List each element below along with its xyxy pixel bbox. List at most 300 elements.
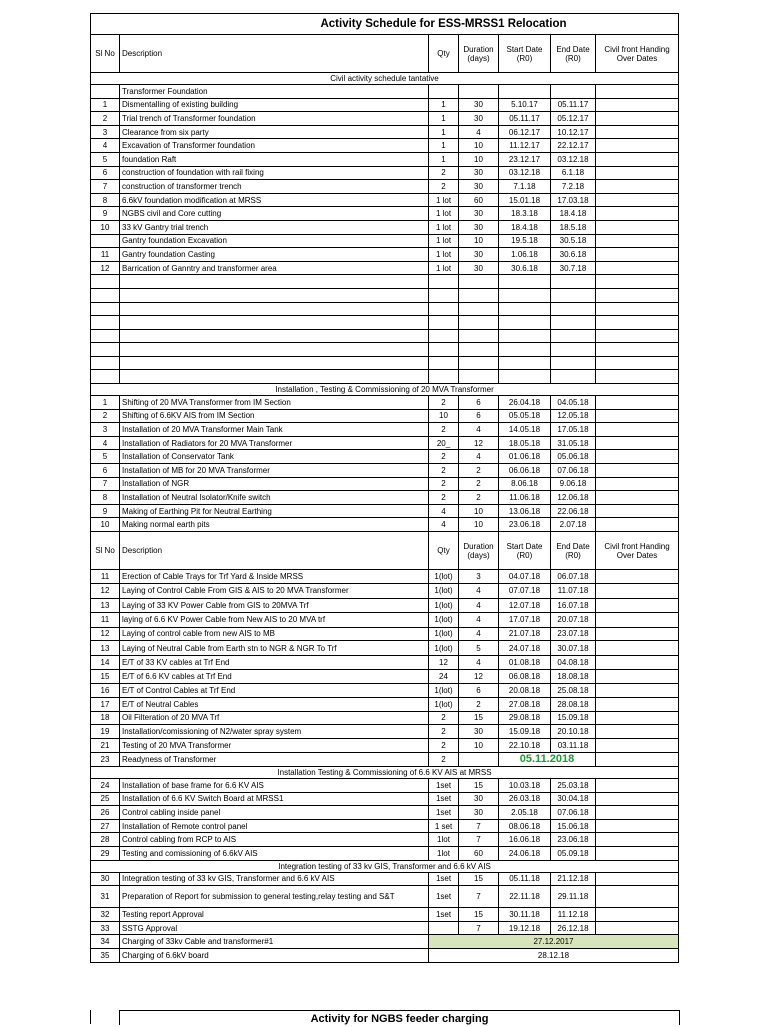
description-cell: Transformer Foundation <box>120 85 429 99</box>
duration-cell: 15 <box>459 908 499 922</box>
section-row <box>91 384 679 396</box>
start-date-cell: 18.4.18 <box>499 220 551 234</box>
table-row <box>91 886 679 908</box>
qty-cell: 1 <box>429 139 459 153</box>
description-cell: Charging of 33kv Cable and transformer#1 <box>120 935 429 949</box>
empty-cell <box>429 302 459 316</box>
start-date-cell: 23.06.18 <box>499 518 551 532</box>
charging-row <box>91 935 679 949</box>
column-header: Civil front Handing Over Dates <box>596 35 679 73</box>
description-cell: Installation of NGR <box>120 477 429 491</box>
table-row <box>91 656 679 670</box>
duration-cell: 10 <box>459 504 499 518</box>
end-date-cell: 05.09.18 <box>551 846 596 860</box>
duration-cell: 2 <box>459 491 499 505</box>
qty-cell: 1(lot) <box>429 627 459 641</box>
start-date-cell: 18.3.18 <box>499 207 551 221</box>
description-cell: Installation of 20 MVA Transformer Main Tank <box>120 423 429 437</box>
qty-cell: 1 lot <box>429 220 459 234</box>
description-cell: Testing and comissioning of 6.6kV AIS <box>120 846 429 860</box>
sl-no-cell: 8 <box>91 193 120 207</box>
qty-cell: 2 <box>429 491 459 505</box>
charging-row <box>91 948 679 962</box>
handover-date-cell <box>596 846 679 860</box>
qty-cell: 1 lot <box>429 234 459 248</box>
end-date-cell: 11.07.18 <box>551 583 596 598</box>
handover-date-cell <box>596 656 679 670</box>
qty-cell: 1(lot) <box>429 641 459 656</box>
duration-cell: 10 <box>459 139 499 153</box>
charging-date: 28.12.18 <box>429 948 679 962</box>
start-date-cell: 20.08.18 <box>499 683 551 697</box>
table-row <box>91 180 679 194</box>
duration-cell: 7 <box>459 886 499 908</box>
qty-cell <box>429 85 459 99</box>
table-row <box>91 450 679 464</box>
empty-cell <box>429 316 459 330</box>
qty-cell: 24 <box>429 670 459 684</box>
empty-cell <box>91 343 120 357</box>
duration-cell: 10 <box>459 739 499 753</box>
duration-cell: 10 <box>459 518 499 532</box>
start-date-cell: 23.12.17 <box>499 152 551 166</box>
end-date-cell: 25.03.18 <box>551 778 596 792</box>
qty-cell: 1set <box>429 908 459 922</box>
sl-no-cell: 33 <box>91 921 120 935</box>
end-date-cell: 15.06.18 <box>551 819 596 833</box>
description-cell: Installation of base frame for 6.6 KV AIS <box>120 778 429 792</box>
start-date-cell: 21.07.18 <box>499 627 551 641</box>
start-date-cell: 26.04.18 <box>499 396 551 410</box>
description-cell: Installation of Radiators for 20 MVA Transformer <box>120 436 429 450</box>
end-date-cell: 20.10.18 <box>551 725 596 739</box>
table-row <box>91 683 679 697</box>
sl-no-cell: 3 <box>91 125 120 139</box>
qty-cell: 4 <box>429 504 459 518</box>
empty-row <box>91 329 679 343</box>
table-row <box>91 908 679 922</box>
empty-cell <box>459 288 499 302</box>
handover-date-cell <box>596 778 679 792</box>
end-date-cell: 05.06.18 <box>551 450 596 464</box>
end-date-cell: 22.06.18 <box>551 504 596 518</box>
handover-date-cell <box>596 570 679 584</box>
empty-row <box>91 356 679 370</box>
duration-cell: 2 <box>459 477 499 491</box>
empty-cell <box>459 302 499 316</box>
sl-no-cell: 29 <box>91 846 120 860</box>
sl-no-cell: 6 <box>91 464 120 478</box>
empty-cell <box>459 370 499 384</box>
description-cell: Charging of 6.6kV board <box>120 948 429 962</box>
sl-no-cell: 14 <box>91 656 120 670</box>
end-date-cell: 18.5.18 <box>551 220 596 234</box>
empty-cell <box>499 329 551 343</box>
table-row <box>91 491 679 505</box>
sl-no-cell: 9 <box>91 207 120 221</box>
start-date-cell: 27.08.18 <box>499 697 551 711</box>
handover-date-cell <box>596 641 679 656</box>
section-ais: Installation Testing & Commissioning of 6.6 KV AIS at MRSS <box>91 766 679 778</box>
sl-no-cell: 13 <box>91 598 120 612</box>
table-row <box>91 504 679 518</box>
duration-cell: 15 <box>459 711 499 725</box>
end-date-cell: 23.06.18 <box>551 833 596 847</box>
qty-cell: 1 <box>429 152 459 166</box>
empty-row <box>91 302 679 316</box>
empty-cell <box>596 302 679 316</box>
empty-cell <box>551 302 596 316</box>
duration-cell: 30 <box>459 220 499 234</box>
start-date-cell: 8.06.18 <box>499 477 551 491</box>
description-cell: construction of transformer trench <box>120 180 429 194</box>
start-date-cell: 04.07.18 <box>499 570 551 584</box>
end-date-cell: 20.07.18 <box>551 612 596 627</box>
table-row <box>91 396 679 410</box>
end-date-cell: 07.06.18 <box>551 806 596 820</box>
sl-no-cell: 25 <box>91 792 120 806</box>
table-row <box>91 152 679 166</box>
sl-no-cell: 8 <box>91 491 120 505</box>
qty-cell: 1 lot <box>429 193 459 207</box>
table-row <box>91 423 679 437</box>
start-date-cell: 16.06.18 <box>499 833 551 847</box>
table-row <box>91 409 679 423</box>
qty-cell: 2 <box>429 450 459 464</box>
sl-no-cell: 18 <box>91 711 120 725</box>
description-cell: Installation of 6.6 KV Switch Board at MRSS1 <box>120 792 429 806</box>
table-row <box>91 234 679 248</box>
empty-cell <box>551 343 596 357</box>
empty-cell <box>429 288 459 302</box>
end-date-cell: 17.05.18 <box>551 423 596 437</box>
end-date-cell: 12.06.18 <box>551 491 596 505</box>
handover-date-cell <box>596 711 679 725</box>
column-header: Duration (days) <box>459 532 499 570</box>
handover-date-cell <box>596 819 679 833</box>
empty-cell <box>499 275 551 289</box>
sl-no-cell: 4 <box>91 436 120 450</box>
empty-cell <box>120 356 429 370</box>
end-date-cell: 30.6.18 <box>551 248 596 262</box>
duration-cell: 7 <box>459 921 499 935</box>
empty-cell <box>429 370 459 384</box>
table-row <box>91 248 679 262</box>
duration-cell: 4 <box>459 612 499 627</box>
end-date-cell: 16.07.18 <box>551 598 596 612</box>
table-row <box>91 792 679 806</box>
handover-date-cell <box>596 921 679 935</box>
description-cell: NGBS civil and Core cutting <box>120 207 429 221</box>
sl-no-cell: 7 <box>91 180 120 194</box>
handover-date-cell <box>596 739 679 753</box>
description-cell: Shifting of 20 MVA Transformer from IM Section <box>120 396 429 410</box>
qty-cell: 2 <box>429 739 459 753</box>
handover-date-cell <box>596 207 679 221</box>
end-date-cell: 06.07.18 <box>551 570 596 584</box>
empty-cell <box>499 343 551 357</box>
duration-cell: 4 <box>459 423 499 437</box>
table-row <box>91 670 679 684</box>
handover-date-cell <box>596 98 679 112</box>
duration-cell: 30 <box>459 207 499 221</box>
duration-cell: 15 <box>459 778 499 792</box>
column-header: Qty <box>429 532 459 570</box>
end-date-cell: 15.09.18 <box>551 711 596 725</box>
handover-date-cell <box>596 180 679 194</box>
readyness-row <box>91 752 679 766</box>
empty-cell <box>429 275 459 289</box>
start-date-cell: 26.03.18 <box>499 792 551 806</box>
description-cell: Erection of Cable Trays for Trf Yard & Inside MRSS <box>120 570 429 584</box>
section-row <box>91 860 679 872</box>
duration-cell: 12 <box>459 436 499 450</box>
handover-date-cell <box>596 248 679 262</box>
empty-cell <box>596 356 679 370</box>
qty-cell: 1(lot) <box>429 612 459 627</box>
sl-no-cell: 11 <box>91 570 120 584</box>
start-date-cell: 11.12.17 <box>499 139 551 153</box>
empty-cell <box>91 275 120 289</box>
column-header: Civil front Handing Over Dates <box>596 532 679 570</box>
handover-date-cell <box>596 423 679 437</box>
duration-cell: 2 <box>459 464 499 478</box>
handover-date-cell <box>596 670 679 684</box>
description-cell: Gantry foundation Casting <box>120 248 429 262</box>
description-cell: 6.6kV foundation modification at MRSS <box>120 193 429 207</box>
description-cell: Installation of Neutral Isolator/Knife switch <box>120 491 429 505</box>
table-row <box>91 627 679 641</box>
start-date-cell: 08.06.18 <box>499 819 551 833</box>
start-date-cell: 18.05.18 <box>499 436 551 450</box>
footer-section <box>90 1010 678 1024</box>
table-row <box>91 711 679 725</box>
qty-cell: 1set <box>429 872 459 886</box>
sl-no-cell: 24 <box>91 778 120 792</box>
qty-cell: 2 <box>429 752 459 766</box>
duration-cell: 30 <box>459 792 499 806</box>
description-cell: Excavation of Transformer foundation <box>120 139 429 153</box>
empty-cell <box>120 316 429 330</box>
description-cell: Testing report Approval <box>120 908 429 922</box>
qty-cell: 2 <box>429 180 459 194</box>
description-cell: Laying of Control Cable From GIS & AIS to 20 MVA Transformer <box>120 583 429 598</box>
sl-no-cell: 32 <box>91 908 120 922</box>
description-cell: E/T of Neutral Cables <box>120 697 429 711</box>
empty-row <box>91 370 679 384</box>
duration-cell: 10 <box>459 234 499 248</box>
handover-date-cell <box>596 583 679 598</box>
column-header: End Date (R0) <box>551 532 596 570</box>
header-row <box>91 532 679 570</box>
empty-cell <box>91 370 120 384</box>
sl-no-cell: 34 <box>91 935 120 949</box>
end-date-cell: 30.04.18 <box>551 792 596 806</box>
sl-no-cell <box>91 234 120 248</box>
qty-cell: 1 lot <box>429 207 459 221</box>
empty-cell <box>551 329 596 343</box>
sl-no-cell: 23 <box>91 752 120 766</box>
description-cell: Integration testing of 33 kv GIS, Transformer and 6.6 kV AIS <box>120 872 429 886</box>
start-date-cell: 15.01.18 <box>499 193 551 207</box>
description-cell: Making of Earthing Pit for Neutral Earthing <box>120 504 429 518</box>
sl-no-cell: 6 <box>91 166 120 180</box>
empty-row <box>91 288 679 302</box>
end-date-cell: 03.11.18 <box>551 739 596 753</box>
description-cell: construction of foundation with rail fixing <box>120 166 429 180</box>
empty-cell <box>551 275 596 289</box>
handover-date-cell <box>596 234 679 248</box>
handover-date-cell <box>596 752 679 766</box>
start-date-cell: 05.05.18 <box>499 409 551 423</box>
qty-cell: 1set <box>429 792 459 806</box>
table-row <box>91 193 679 207</box>
description-cell: Control cabling from RCP to AIS <box>120 833 429 847</box>
empty-cell <box>91 302 120 316</box>
description-cell: 33 kV Gantry trial trench <box>120 220 429 234</box>
description-cell: Preparation of Report for submission to general testing,relay testing and S&T <box>120 886 429 908</box>
description-cell: Installation/comissioning of N2/water spray system <box>120 725 429 739</box>
start-date-cell: 06.06.18 <box>499 464 551 478</box>
start-date-cell <box>499 85 551 99</box>
handover-date-cell <box>596 166 679 180</box>
empty-cell <box>596 316 679 330</box>
sl-no-cell: 12 <box>91 583 120 598</box>
start-date-cell: 06.08.18 <box>499 670 551 684</box>
empty-cell <box>596 329 679 343</box>
qty-cell: 12 <box>429 656 459 670</box>
section-row <box>91 73 679 85</box>
sl-no-cell: 31 <box>91 886 120 908</box>
empty-cell <box>551 356 596 370</box>
duration-cell: 3 <box>459 570 499 584</box>
handover-date-cell <box>596 409 679 423</box>
end-date-cell: 26.12.18 <box>551 921 596 935</box>
handover-date-cell <box>596 436 679 450</box>
sl-no-cell: 1 <box>91 396 120 410</box>
description-cell: Clearance from six party <box>120 125 429 139</box>
table-row <box>91 697 679 711</box>
description-cell: Gantry foundation Excavation <box>120 234 429 248</box>
description-cell: Dismentalling of existing building <box>120 98 429 112</box>
duration-cell: 30 <box>459 725 499 739</box>
handover-date-cell <box>596 683 679 697</box>
table-row <box>91 207 679 221</box>
end-date-cell: 9.06.18 <box>551 477 596 491</box>
sl-no-cell: 10 <box>91 518 120 532</box>
table-row <box>91 921 679 935</box>
start-date-cell: 22.11.18 <box>499 886 551 908</box>
handover-date-cell <box>596 193 679 207</box>
duration-cell: 7 <box>459 819 499 833</box>
empty-cell <box>596 275 679 289</box>
qty-cell <box>429 921 459 935</box>
handover-date-cell <box>596 220 679 234</box>
sl-no-cell: 2 <box>91 409 120 423</box>
duration-cell: 4 <box>459 598 499 612</box>
empty-cell <box>120 343 429 357</box>
qty-cell: 1(lot) <box>429 570 459 584</box>
empty-cell <box>459 275 499 289</box>
table-row <box>91 872 679 886</box>
sl-no-cell: 2 <box>91 112 120 126</box>
end-date-cell: 18.4.18 <box>551 207 596 221</box>
empty-cell <box>120 288 429 302</box>
handover-date-cell <box>596 792 679 806</box>
duration-cell: 6 <box>459 396 499 410</box>
qty-cell: 1 lot <box>429 261 459 275</box>
start-date-cell: 01.06.18 <box>499 450 551 464</box>
end-date-cell: 31.05.18 <box>551 436 596 450</box>
description-cell: Installation of Remote control panel <box>120 819 429 833</box>
empty-cell <box>429 356 459 370</box>
qty-cell: 2 <box>429 477 459 491</box>
duration-cell: 30 <box>459 248 499 262</box>
sl-no-cell: 26 <box>91 806 120 820</box>
start-date-cell: 1.06.18 <box>499 248 551 262</box>
start-date-cell: 22.10.18 <box>499 739 551 753</box>
schedule-sheet <box>90 13 678 963</box>
sl-no-cell: 1 <box>91 98 120 112</box>
sl-no-cell: 7 <box>91 477 120 491</box>
end-date-cell: 25.08.18 <box>551 683 596 697</box>
empty-cell <box>596 370 679 384</box>
handover-date-cell <box>596 697 679 711</box>
table-row <box>91 846 679 860</box>
table-row <box>91 125 679 139</box>
empty-cell <box>91 356 120 370</box>
sl-no-cell: 11 <box>91 612 120 627</box>
schedule-table <box>90 13 679 963</box>
end-date-cell: 30.07.18 <box>551 641 596 656</box>
qty-cell: 1 <box>429 112 459 126</box>
qty-cell: 4 <box>429 518 459 532</box>
end-date-cell: 05.11.17 <box>551 98 596 112</box>
sl-no-cell: 9 <box>91 504 120 518</box>
table-row <box>91 518 679 532</box>
qty-cell: 1(lot) <box>429 598 459 612</box>
description-cell: Oil Filteration of 20 MVA Trf <box>120 711 429 725</box>
description-cell: E/T of Control Cables at Trf End <box>120 683 429 697</box>
end-date-cell: 7.2.18 <box>551 180 596 194</box>
sl-no-cell: 28 <box>91 833 120 847</box>
empty-cell <box>120 370 429 384</box>
empty-cell <box>459 329 499 343</box>
start-date-cell: 11.06.18 <box>499 491 551 505</box>
sl-no-cell: 5 <box>91 450 120 464</box>
duration-cell: 4 <box>459 583 499 598</box>
empty-cell <box>551 316 596 330</box>
end-date-cell: 17.03.18 <box>551 193 596 207</box>
qty-cell: 1 <box>429 125 459 139</box>
table-row <box>91 833 679 847</box>
description-cell: Installation of MB for 20 MVA Transformer <box>120 464 429 478</box>
duration-cell: 4 <box>459 627 499 641</box>
handover-date-cell <box>596 872 679 886</box>
empty-cell <box>429 329 459 343</box>
start-date-cell: 7.1.18 <box>499 180 551 194</box>
description-cell: foundation Raft <box>120 152 429 166</box>
end-date-cell: 18.08.18 <box>551 670 596 684</box>
table-row <box>91 598 679 612</box>
start-date-cell: 30.11.18 <box>499 908 551 922</box>
duration-cell: 30 <box>459 261 499 275</box>
handover-date-cell <box>596 139 679 153</box>
empty-cell <box>120 275 429 289</box>
sl-no-cell: 17 <box>91 697 120 711</box>
page-title: Activity Schedule for ESS-MRSS1 Relocation <box>91 14 679 35</box>
sl-no-cell: 16 <box>91 683 120 697</box>
